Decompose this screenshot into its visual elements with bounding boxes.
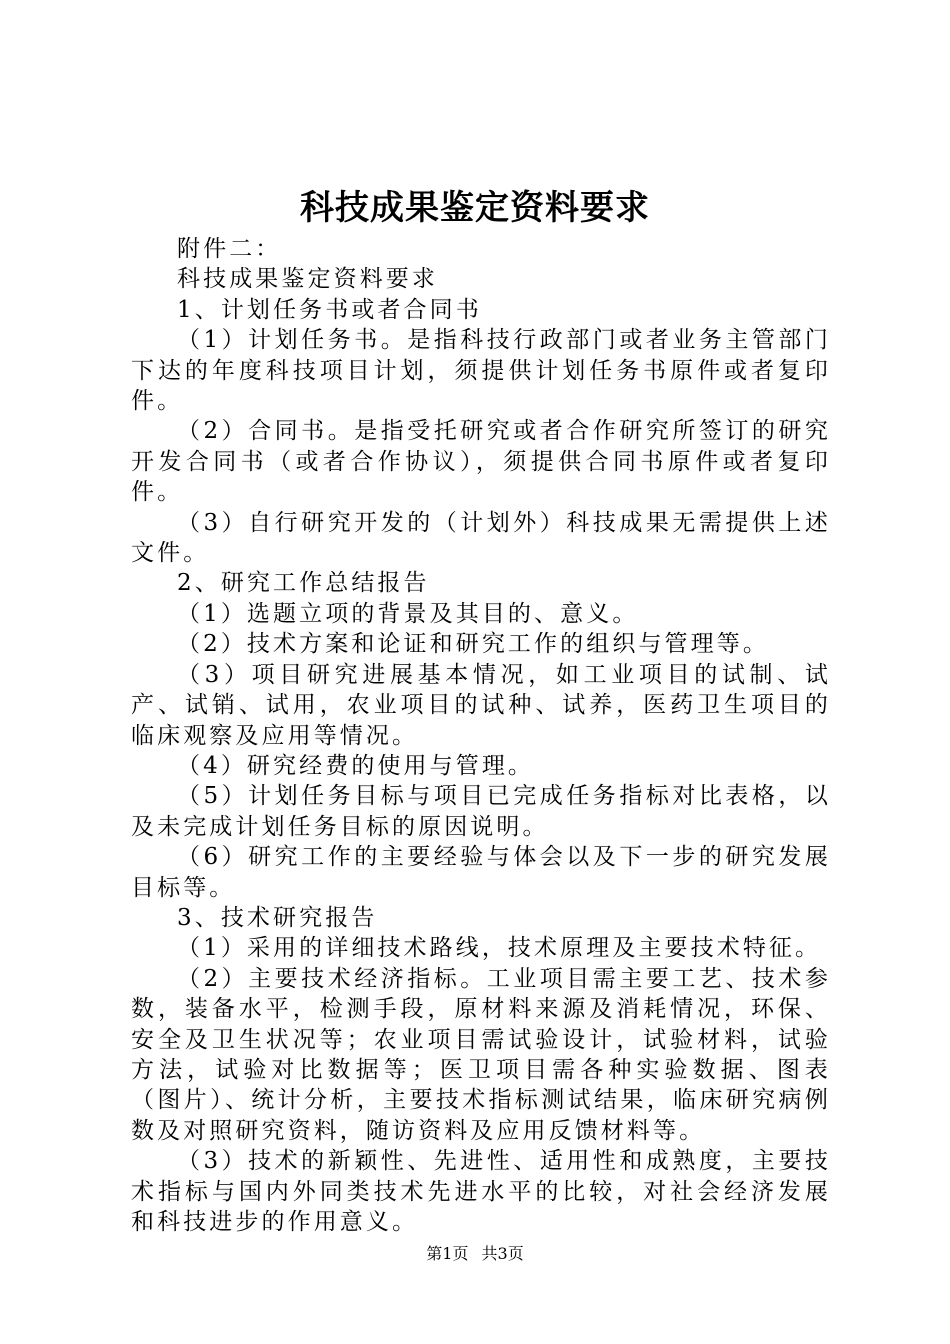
page-total: 共3页	[481, 1244, 524, 1263]
paragraph: （3）自行研究开发的（计划外）科技成果无需提供上述文件。	[131, 509, 831, 567]
section-heading-2: 2、研究工作总结报告	[177, 570, 430, 597]
paragraph: （3）项目研究进展基本情况，如工业项目的试制、试产、试销、试用，农业项目的试种、试养，医药卫生项目的临床观察及应用等情况。	[131, 661, 831, 749]
paragraph-subtitle: 科技成果鉴定资料要求	[177, 266, 438, 293]
paragraph: （1）采用的详细技术路线，技术原理及主要技术特征。	[177, 935, 822, 962]
page-footer	[0, 1243, 950, 1265]
section-heading-3: 3、技术研究报告	[177, 904, 378, 931]
paragraph: （6）研究工作的主要经验与体会以及下一步的研究发展目标等。	[131, 844, 831, 901]
section-heading-1: 1、计划任务书或者合同书	[177, 296, 482, 323]
paragraph: （2）合同书。是指受托研究或者合作研究所签订的研究开发合同书（或者合作协议），须提供合同书原件或者复印件。	[131, 418, 831, 506]
paragraph: （1）选题立项的背景及其目的、意义。	[177, 600, 639, 627]
paragraph: （3）技术的新颖性、先进性、适用性和成熟度，主要技术指标与国内外同类技术先进水平的比较，对社会经济发展和科技进步的作用意义。	[131, 1148, 831, 1235]
paragraph-attachment-label: 附件二：	[177, 236, 282, 262]
paragraph: （5）计划任务目标与项目已完成任务指标对比表格，以及未完成计划任务目标的原因说明。	[131, 783, 831, 840]
document-title: 科技成果鉴定资料要求	[300, 188, 650, 228]
page-number: 第1页	[426, 1244, 469, 1263]
paragraph: （2）主要技术经济指标。工业项目需主要工艺、技术参数，装备水平，检测手段，原材料来源及消耗情况，环保、安全及卫生状况等；农业项目需试验设计，试验材料，试验方法，试验对比数据等；医卫项目需各种实验数据、图表（图片）、统计分析，主要技术指标测试结果，临床研究病例数及对照研究资料，随访资料及应用反馈材料等。	[131, 965, 831, 1144]
paragraph: （1）计划任务书。是指科技行政部门或者业务主管部门下达的年度科技项目计划，须提供计划任务书原件或者复印件。	[131, 327, 831, 415]
document-body	[131, 234, 831, 1237]
paragraph: （2）技术方案和论证和研究工作的组织与管理等。	[177, 631, 769, 658]
paragraph: （4）研究经费的使用与管理。	[177, 752, 535, 779]
